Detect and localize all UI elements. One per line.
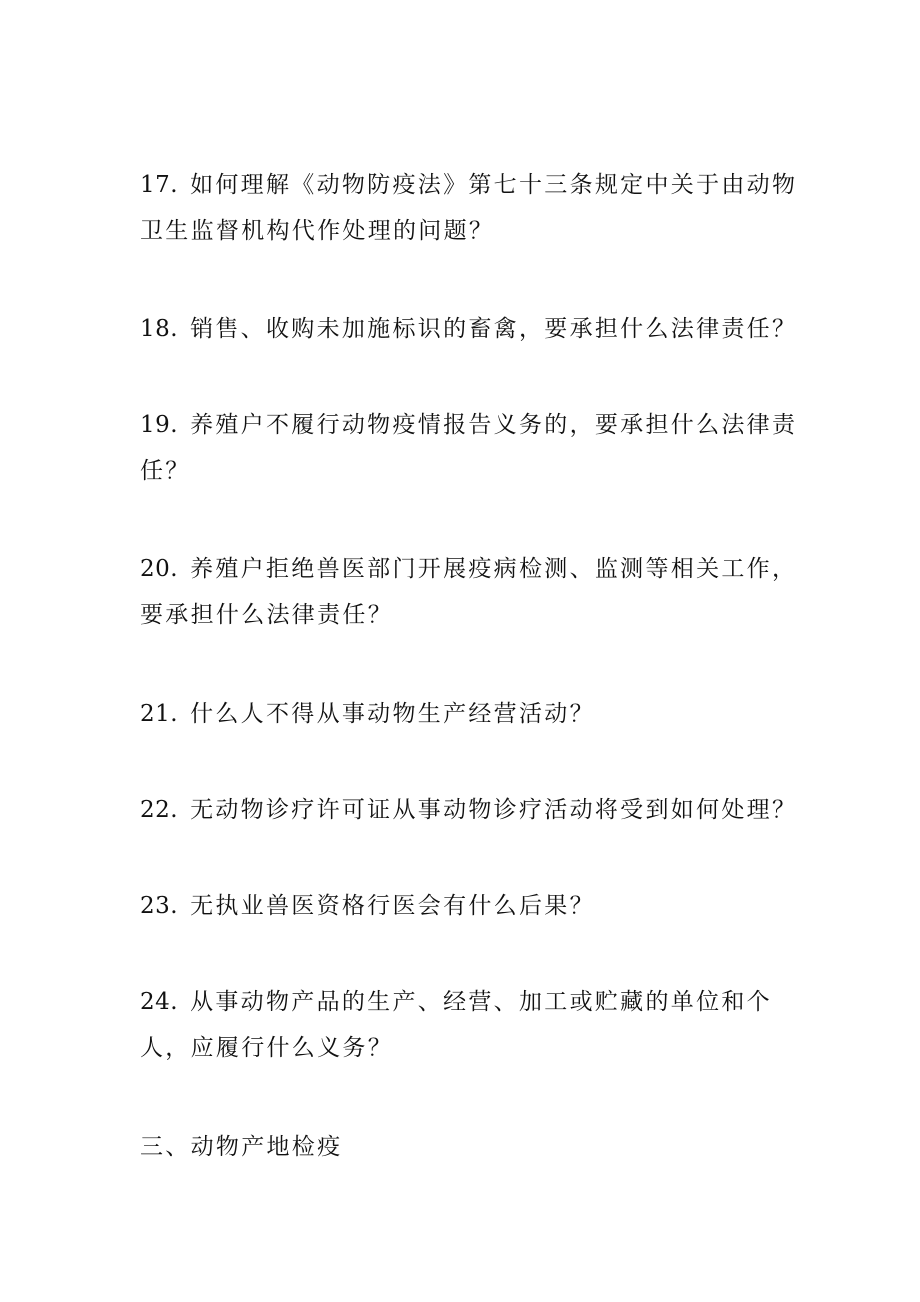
question-text: 无执业兽医资格行医会有什么后果？ [190,893,595,919]
question-20 [140,546,805,638]
question-number: 19. [140,412,179,438]
question-19 [140,402,805,494]
question-21 [140,691,805,737]
question-text: 养殖户不履行动物疫情报告义务的，要承担什么法律责任？ [140,412,798,484]
question-22 [140,787,805,833]
question-number: 24. [140,989,179,1015]
question-number: 23. [140,893,179,919]
question-text: 销售、收购未加施标识的畜禽，要承担什么法律责任？ [190,316,798,342]
question-text: 从事动物产品的生产、经营、加工或贮藏的单位和个人，应履行什么义务？ [140,989,772,1061]
question-number: 21. [140,701,179,727]
question-text: 无动物诊疗许可证从事动物诊疗活动将受到如何处理？ [190,797,798,823]
question-text: 养殖户拒绝兽医部门开展疫病检测、监测等相关工作，要承担什么法律责任？ [140,556,798,628]
question-number: 20. [140,556,179,582]
question-text: 什么人不得从事动物生产经营活动？ [190,701,595,727]
question-text: 如何理解《动物防疫法》第七十三条规定中关于由动物卫生监督机构代作处理的问题？ [140,172,798,244]
question-17 [140,162,805,254]
question-number: 17. [140,172,179,198]
question-23 [140,883,805,929]
section-heading: 三、动物产地检疫 [140,1134,343,1160]
question-24 [140,979,805,1071]
question-number: 22. [140,797,179,823]
question-18 [140,306,805,352]
question-number: 18. [140,316,179,342]
